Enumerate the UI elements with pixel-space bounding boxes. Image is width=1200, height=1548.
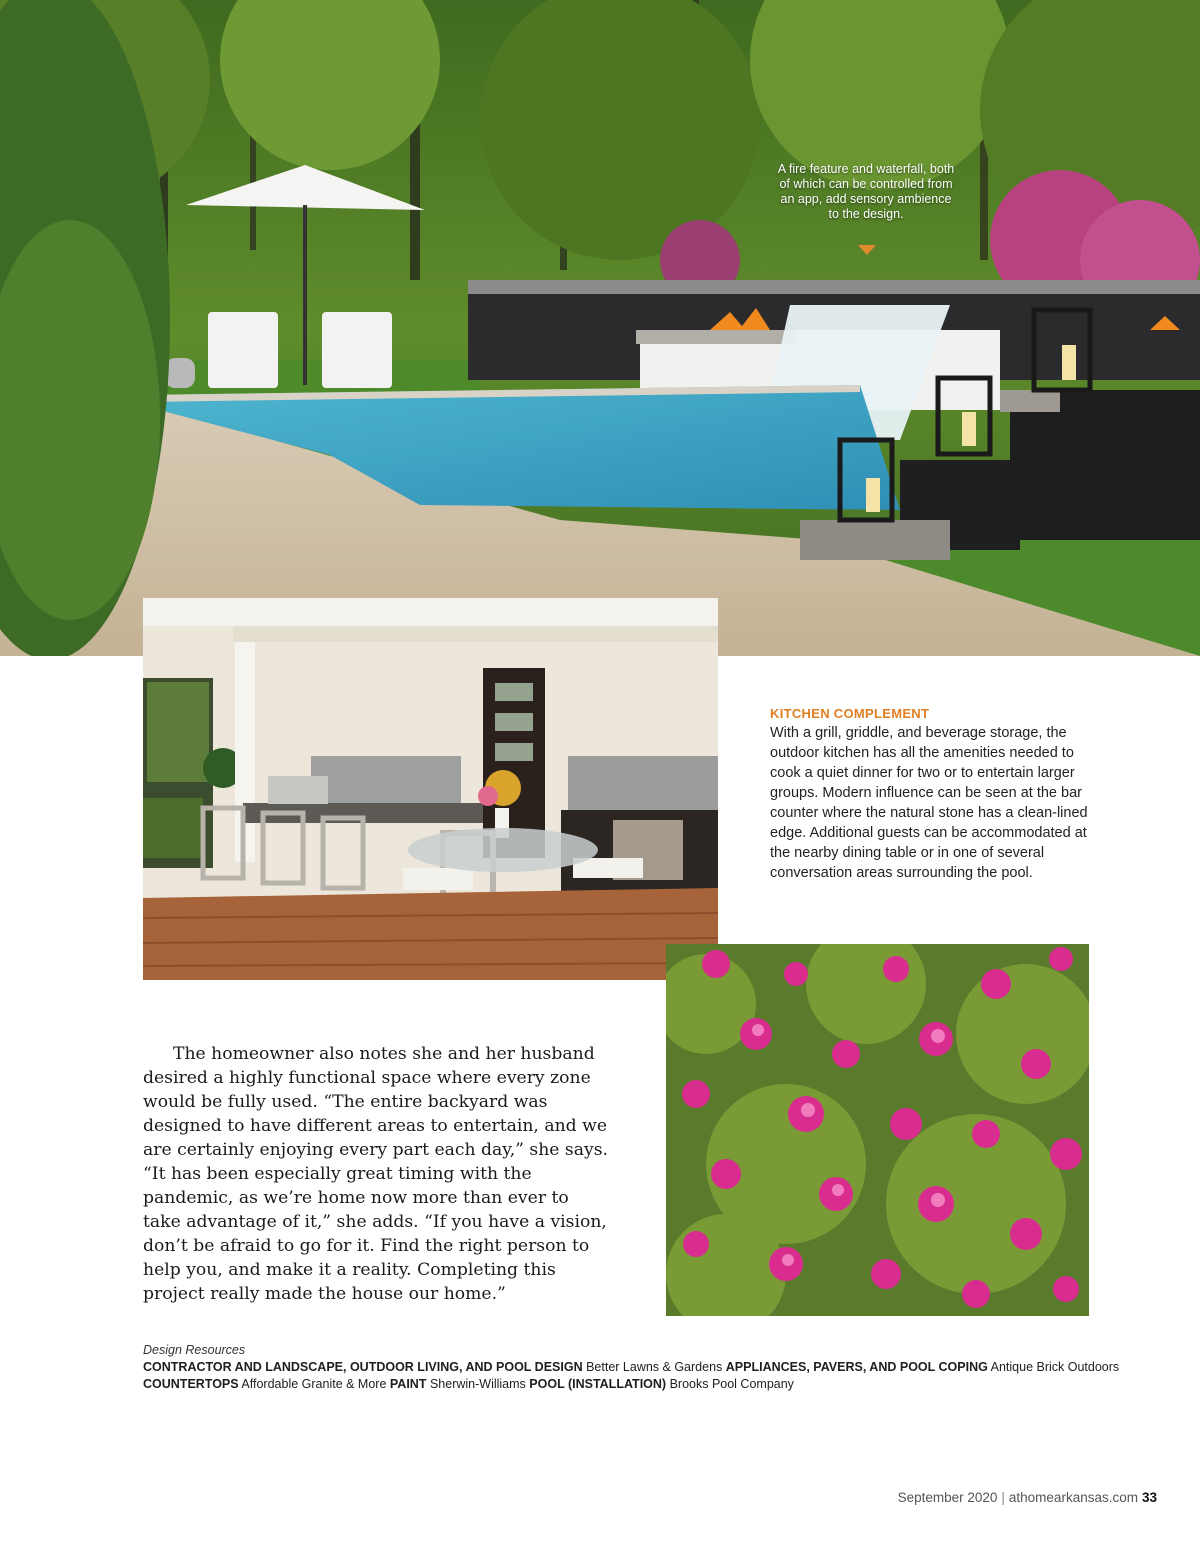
outdoor-kitchen-image	[143, 598, 718, 980]
resource-category: CONTRACTOR AND LANDSCAPE, OUTDOOR LIVING, AND POOL DESIGN	[143, 1360, 583, 1374]
azalea-photo	[666, 944, 1089, 1316]
resource-name: Better Lawns & Gardens	[586, 1360, 723, 1374]
resource-name: Sherwin-Williams	[429, 1377, 526, 1391]
site-url: athomearkansas.com	[1008, 1490, 1138, 1505]
design-resources-line	[143, 1376, 1133, 1393]
resource-category: POOL (INSTALLATION)	[529, 1377, 667, 1391]
footer-separator: |	[1001, 1490, 1005, 1505]
resource-category: APPLIANCES, PAVERS, AND POOL COPING	[725, 1360, 988, 1374]
azalea-image	[666, 944, 1089, 1316]
hero-caption: A fire feature and waterfall, both of which can be controlled from an app, add sensory ambience to the design.	[777, 162, 955, 221]
design-resources	[143, 1342, 1133, 1393]
caption-arrow-icon	[858, 245, 876, 255]
design-resources-line	[143, 1359, 1133, 1376]
design-resources-label: Design Resources	[143, 1343, 246, 1357]
page-number: 33	[1141, 1490, 1157, 1505]
pool-scene-image	[0, 0, 1200, 656]
issue-date: September 2020	[897, 1490, 998, 1505]
sidebar-heading: KITCHEN COMPLEMENT	[770, 706, 930, 721]
kitchen-complement-sidebar	[770, 705, 1090, 883]
outdoor-kitchen-photo	[143, 598, 718, 980]
resource-category: COUNTERTOPS	[143, 1377, 239, 1391]
sidebar-body: With a grill, griddle, and beverage storage, the outdoor kitchen has all the amenities needed to cook a quiet dinner for two or to entertain larger groups. Modern influence can be seen at the bar counter where the natural stone has a clean-lined edge. Additional guests can be accommodated at the nearby dining table or in one of several conversation areas surrounding the pool.	[770, 725, 1088, 881]
resource-category: PAINT	[389, 1377, 427, 1391]
page-footer	[898, 1490, 1157, 1505]
resource-name: Brooks Pool Company	[669, 1377, 794, 1391]
resource-name: Antique Brick Outdoors	[990, 1360, 1120, 1374]
resource-name: Affordable Granite & More	[241, 1377, 387, 1391]
article-body-paragraph: The homeowner also notes she and her husband desired a highly functional space where every zone would be fully used. “The entire backyard was designed to have different areas to entertain, and we are certainly enjoying every part each day,” she says. “It has been especially great timing with the pandemic, as we’re home now more than ever to take advantage of it,” she adds. “If you have a vision, don’t be afraid to go for it. Find the right person to help you, and make it a reality. Completing this project really made the house our home.”	[143, 1044, 608, 1304]
hero-photo	[0, 0, 1200, 656]
